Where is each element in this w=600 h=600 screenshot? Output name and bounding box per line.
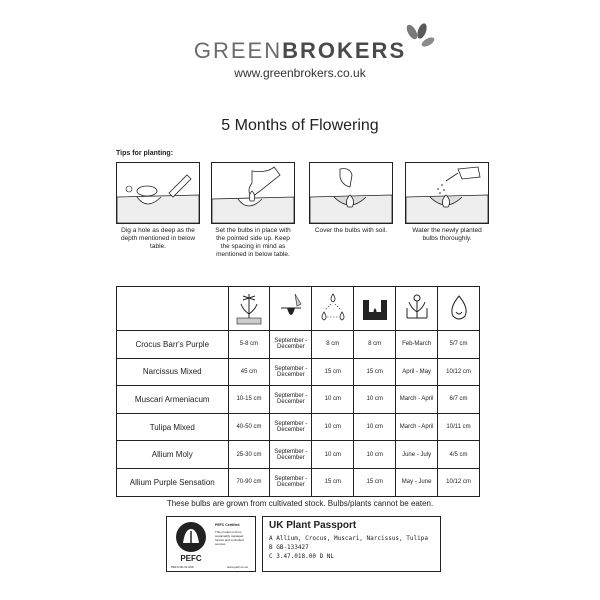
tip-caption: Dig a hole as deep as the depth mentioned in below table. (120, 227, 196, 250)
brand-word-light: GREEN (193, 38, 283, 63)
planting-depth: 10 cm (354, 413, 396, 441)
passport-line-c: C 3.47.018.00 D NL (269, 553, 335, 560)
flowering-period: March - April (396, 413, 438, 441)
flowering-period: June - July (396, 441, 438, 469)
table-header-row (117, 287, 480, 331)
pefc-url: www.pefc.co.uk (227, 565, 248, 569)
tip-caption: Set the bulbs in place with the pointed side up. Keep the spacing in mind as mentioned in below table. (215, 227, 291, 258)
pefc-text: This product is from sustainably managed forests and controlled sources (215, 530, 244, 546)
planting-time: September - December (270, 441, 312, 469)
bulb-size: 10/12 cm (438, 468, 480, 496)
table-row (117, 468, 480, 496)
planting-depth: 15 cm (354, 468, 396, 496)
flowering-period: April - May (396, 358, 438, 386)
tip-caption: Cover the bulbs with soil. (314, 227, 388, 234)
plant-passport (262, 516, 441, 572)
passport-line-b: B GB-133427 (269, 544, 309, 551)
spacing: 15 cm (312, 468, 354, 496)
spacing: 10 cm (312, 386, 354, 414)
tip-step-1 (116, 162, 200, 251)
plant-name: Tulipa Mixed (117, 413, 229, 441)
passport-title: UK Plant Passport (269, 520, 357, 531)
flowering-period: Feb-March (396, 331, 438, 359)
plant-height: 40-50 cm (228, 413, 270, 441)
leaves-icon (402, 22, 436, 52)
plant-height: 25-30 cm (228, 441, 270, 469)
bulb-size: 10/12 cm (438, 358, 480, 386)
spacing: 8 cm (312, 331, 354, 359)
table-row (117, 413, 480, 441)
flowering-period-icon (396, 287, 438, 331)
plant-height-icon (228, 287, 270, 331)
tips-label: Tips for planting: (116, 150, 174, 157)
brand-url: www.greenbrokers.co.uk (234, 66, 366, 80)
pefc-logo-icon (171, 521, 211, 563)
plant-name: Allium Moly (117, 441, 229, 469)
planting-table (116, 286, 480, 497)
safety-note: These bulbs are grown from cultivated stock. Bulbs/plants cannot be eaten. (166, 499, 434, 508)
table-row (117, 386, 480, 414)
planting-time: September - December (270, 468, 312, 496)
planting-time: September - December (270, 413, 312, 441)
tip-caption: Water the newly planted bulbs thoroughly. (412, 227, 482, 242)
brand-word-bold: BROKERS (282, 38, 407, 63)
place-bulb-icon (211, 162, 295, 224)
plant-name: Crocus Barr's Purple (117, 331, 229, 359)
planting-depth: 8 cm (354, 331, 396, 359)
tip-step-4 (405, 162, 489, 243)
tip-step-2 (211, 162, 295, 259)
planting-depth: 10 cm (354, 441, 396, 469)
planting-depth: 10 cm (354, 386, 396, 414)
planting-time-icon (270, 287, 312, 331)
planting-time: September - December (270, 358, 312, 386)
bulb-size: 10/11 cm (438, 413, 480, 441)
quantity-icon (438, 287, 480, 331)
spacing: 10 cm (312, 441, 354, 469)
table-row (117, 331, 480, 359)
table-header-blank (117, 287, 229, 331)
table-row (117, 358, 480, 386)
pefc-code: PEFC/30-31-096 (171, 565, 194, 569)
table-row (117, 441, 480, 469)
bulb-size: 5/7 cm (438, 331, 480, 359)
pefc-certified: PEFC Certified (215, 523, 240, 527)
page-title: 5 Months of Flowering (221, 117, 379, 134)
plant-name: Muscari Armeniacum (117, 386, 229, 414)
planting-time: September - December (270, 331, 312, 359)
cover-bulb-icon (309, 162, 393, 224)
brand-wordmark (194, 38, 406, 64)
plant-height: 70-90 cm (228, 468, 270, 496)
planting-time: September - December (270, 386, 312, 414)
pefc-label (166, 516, 256, 572)
plant-height: 45 cm (228, 358, 270, 386)
flowering-period: March - April (396, 386, 438, 414)
plant-height: 10-15 cm (228, 386, 270, 414)
dig-hole-icon (116, 162, 200, 224)
flowering-period: May - June (396, 468, 438, 496)
passport-line-a: A Allium, Crocus, Muscari, Narcissus, Tulipa (269, 535, 428, 542)
bulb-size: 6/7 cm (438, 386, 480, 414)
tip-step-3 (309, 162, 393, 235)
bulb-size: 4/5 cm (438, 441, 480, 469)
spacing-icon (312, 287, 354, 331)
pefc-brand: PEFC (180, 554, 202, 563)
plant-name: Allium Purple Sensation (117, 468, 229, 496)
spacing: 15 cm (312, 358, 354, 386)
planting-depth: 15 cm (354, 358, 396, 386)
planting-depth-icon (354, 287, 396, 331)
plant-height: 5-8 cm (228, 331, 270, 359)
brand-logo (0, 38, 600, 80)
spacing: 10 cm (312, 413, 354, 441)
water-bulb-icon (405, 162, 489, 224)
plant-name: Narcissus Mixed (117, 358, 229, 386)
